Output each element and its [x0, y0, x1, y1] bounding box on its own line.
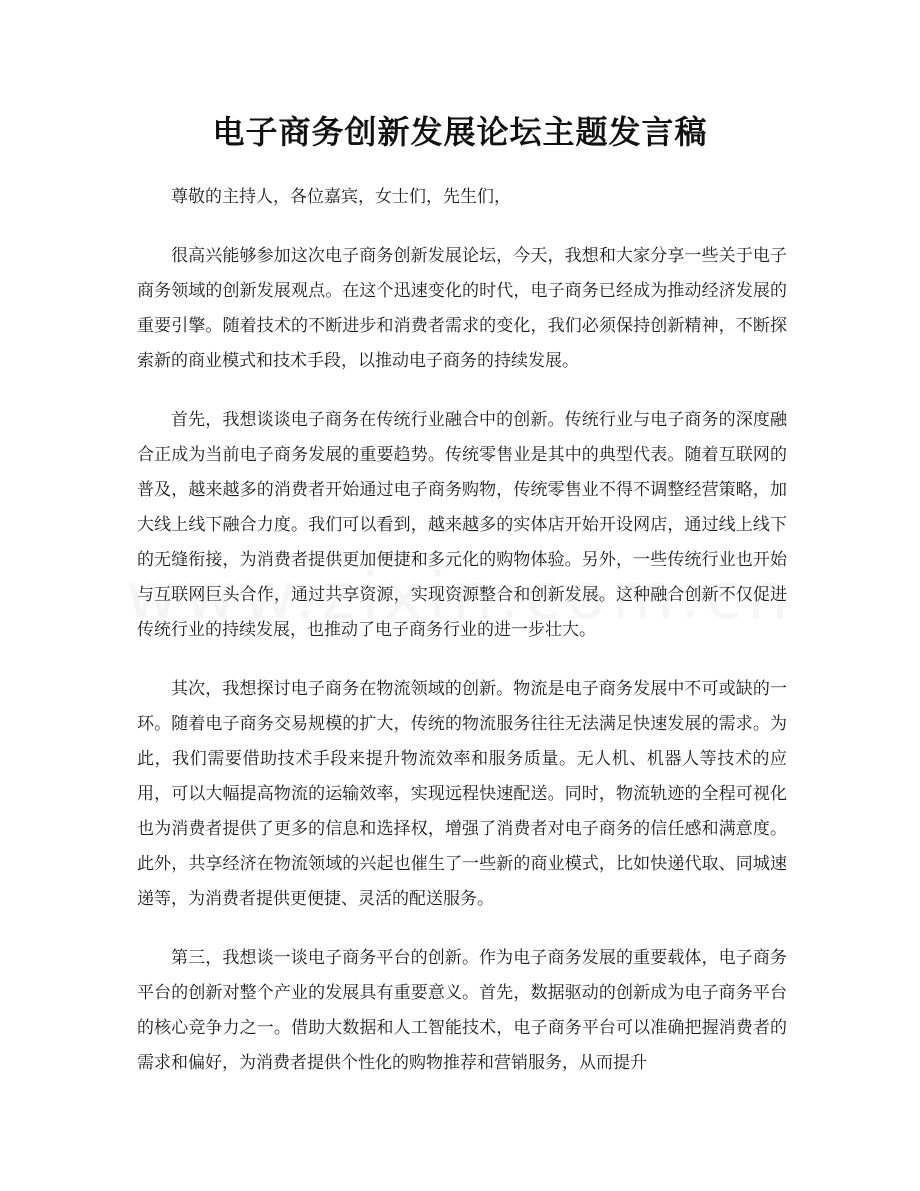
- paragraph-platform: 第三，我想谈一谈电子商务平台的创新。作为电子商务发展的重要载体，电子商务平台的创新对整个产业的发展具有重要意义。首先，数据驱动的创新成为电子商务平台的核心竞争力之一。借助大数据和人工智能技术，电子商务平台可以准确把握消费者的需求和偏好，为消费者提供个性化的购物推荐和营销服务，从而提升: [137, 948, 787, 1073]
- document-body: [137, 180, 787, 1105]
- paragraph-logistics: 其次，我想探讨电子商务在物流领域的创新。物流是电子商务发展中不可或缺的一环。随着电子商务交易规模的扩大，传统的物流服务往往无法满足快速发展的需求。为此，我们需要借助技术手段来提升物流效率和服务质量。无人机、机器人等技术的应用，可以大幅提高物流的运输效率，实现远程快速配送。同时，物流轨迹的全程可视化也为消费者提供了更多的信息和选择权，增强了消费者对电子商务的信任感和满意度。此外，共享经济在物流领域的兴起也催生了一些新的商业模式，比如快递代取、同城速递等，为消费者提供更便捷、灵活的配送服务。: [137, 679, 787, 909]
- paragraph-greeting: 尊敬的主持人，各位嘉宾，女士们，先生们，: [171, 187, 511, 207]
- paragraph-traditional-industry: 首先，我想谈谈电子商务在传统行业融合中的创新。传统行业与电子商务的深度融合正成为当前电子商务发展的重要趋势。传统零售业是其中的典型代表。随着互联网的普及，越来越多的消费者开始通过电子商务购物，传统零售业不得不调整经营策略，加大线上线下融合力度。我们可以看到，越来越多的实体店开始开设网店，通过线上线下的无缝衔接，为消费者提供更加便捷和多元化的购物体验。另外，一些传统行业也开始与互联网巨头合作，通过共享资源，实现资源整合和创新发展。这种融合创新不仅促进传统行业的持续发展，也推动了电子商务行业的进一步壮大。: [137, 410, 787, 640]
- document-title: 电子商务创新发展论坛主题发言稿: [212, 113, 708, 151]
- paragraph-intro: 很高兴能够参加这次电子商务创新发展论坛，今天，我想和大家分享一些关于电子商务领域的创新发展观点。在这个迅速变化的时代，电子商务已经成为推动经济发展的重要引擎。随着技术的不断进步和消费者需求的变化，我们必须保持创新精神，不断探索新的商业模式和技术手段，以推动电子商务的持续发展。: [137, 246, 787, 371]
